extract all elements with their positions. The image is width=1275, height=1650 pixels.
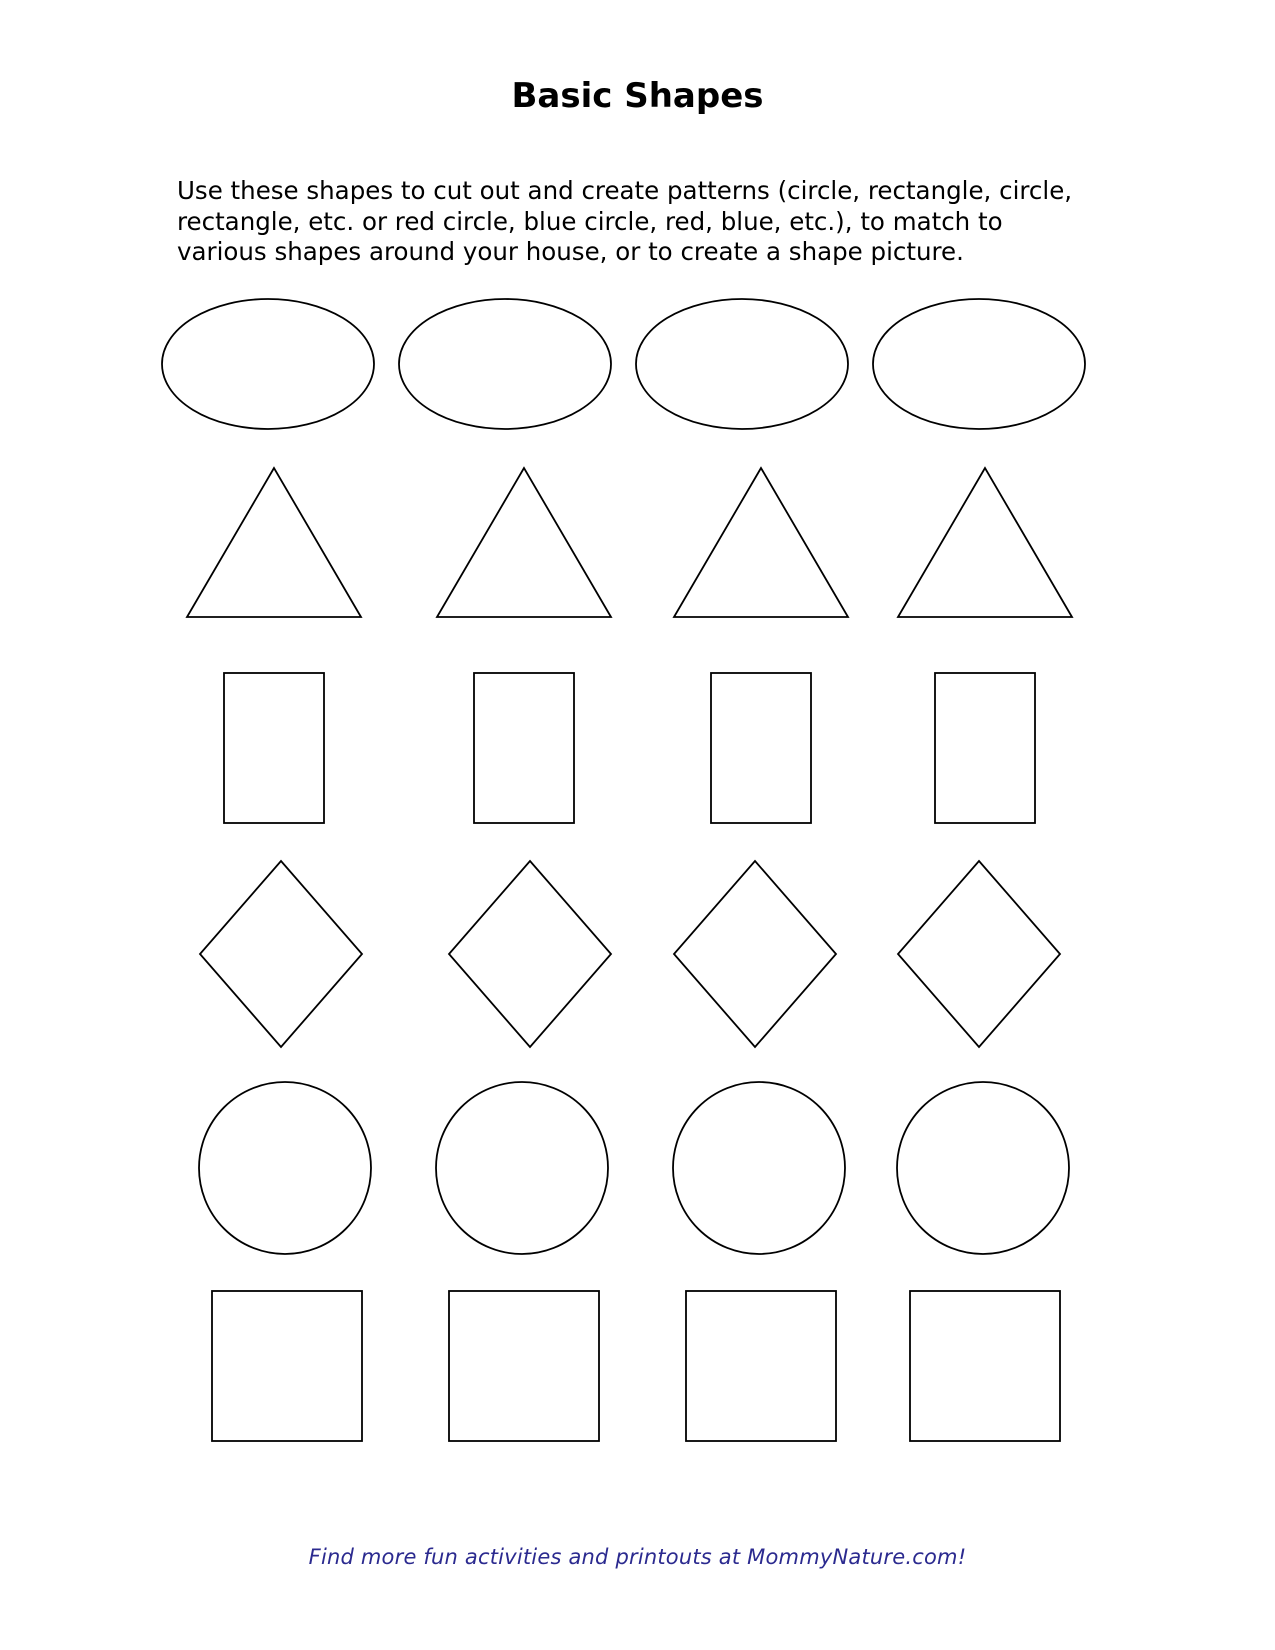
triangle-shape [898, 468, 1072, 617]
circle-row [199, 1082, 1069, 1254]
oval-shape [873, 299, 1085, 429]
square-shape [212, 1291, 362, 1441]
rectangle-row [224, 673, 1035, 823]
square-shape [910, 1291, 1060, 1441]
circle-shape [199, 1082, 371, 1254]
rectangle-shape [711, 673, 811, 823]
rectangle-shape [474, 673, 574, 823]
circle-shape [897, 1082, 1069, 1254]
oval-row [162, 299, 1085, 429]
instructions-line: various shapes around your house, or to create a shape picture. [177, 237, 964, 266]
oval-shape [399, 299, 611, 429]
diamond-shape [449, 861, 611, 1047]
triangle-shape [187, 468, 361, 617]
square-shape [449, 1291, 599, 1441]
instructions-line: rectangle, etc. or red circle, blue circle, red, blue, etc.), to match to [177, 206, 1003, 236]
diamond-row [200, 861, 1060, 1047]
circle-shape [436, 1082, 608, 1254]
triangle-shape [437, 468, 611, 617]
circle-shape [673, 1082, 845, 1254]
oval-shape [162, 299, 374, 429]
diamond-shape [674, 861, 836, 1047]
page-title: Basic Shapes [511, 76, 764, 116]
rectangle-shape [224, 673, 324, 823]
footer-link-text: Find more fun activities and printouts at MommyNature.com! [308, 1545, 967, 1569]
square-shape [686, 1291, 836, 1441]
rectangle-shape [935, 673, 1035, 823]
square-row [212, 1291, 1060, 1441]
diamond-shape [200, 861, 362, 1047]
instructions-line: Use these shapes to cut out and create patterns (circle, rectangle, circle, [177, 176, 1073, 205]
triangle-row [187, 468, 1072, 617]
oval-shape [636, 299, 848, 429]
diamond-shape [898, 861, 1060, 1047]
triangle-shape [674, 468, 848, 617]
